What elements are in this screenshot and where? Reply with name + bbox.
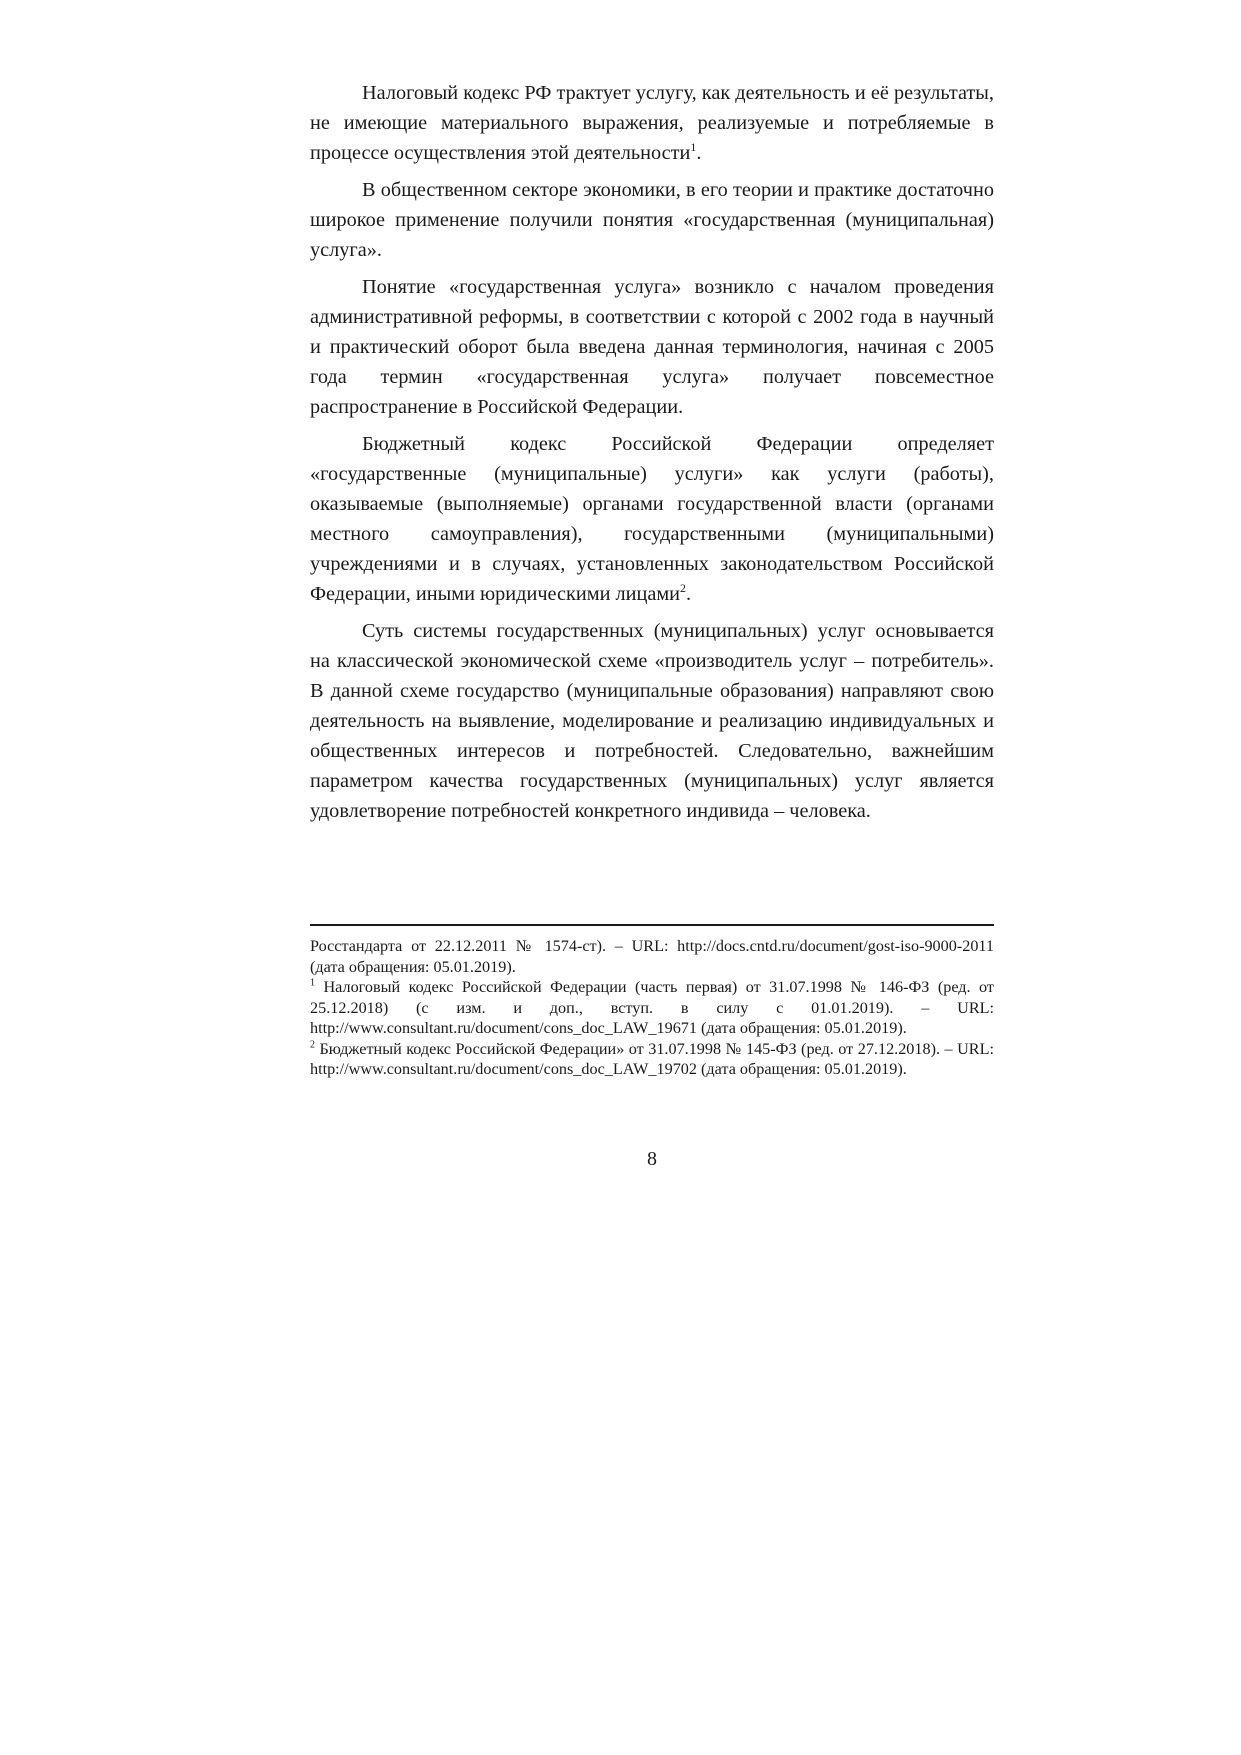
footnote: $^1$ Налоговый кодекс Российской Федерации (часть первая) от 31.07.1998 № 146-ФЗ (ред. от 25.12.2018) (с изм. и доп., вступ. в силу с 01.01.2019). – URL: http://www.consultant.ru/document/cons_doc_LAW_19671 (дата обращения: 05.01.2019).	[310, 977, 994, 1037]
footnote-mark: 2	[310, 1039, 315, 1051]
paragraph: В общественном секторе экономики, в его теории и практике достаточно широкое применение получили понятия «государственная (муниципальная) услуга».	[310, 179, 994, 261]
paragraph: Понятие «государственная услуга» возникло с началом проведения административной реформы, в соответствии с которой с 2002 года в научный и практический оборот была введена данная терминология, начиная с 2005 года термин «государственная услуга» получает повсеместное распространение в Российской Федерации.	[310, 276, 994, 418]
footnote-ref[interactable]: 1	[690, 140, 697, 155]
footnotes	[310, 936, 994, 1080]
paragraph: Суть системы государственных (муниципальных) услуг основывается на классической экономической схеме «производитель услуг – потребитель». В данной схеме государство (муниципальные образования) направляют свою деятельность на выявление, моделирование и реализацию индивидуальных и общественных интересов и потребностей. Следовательно, важнейшим параметром качества государственных (муниципальных) услуг является удовлетворение потребностей конкретного индивида – человека.	[310, 620, 994, 822]
footnote-ref[interactable]: 2	[680, 581, 687, 596]
footnote: $^2$ Бюджетный кодекс Российской Федерации» от 31.07.1998 № 145-ФЗ (ред. от 27.12.2018). – URL: http://www.consultant.ru/document/cons_doc_LAW_19702 (дата обращения: 05.01.2019).	[310, 1039, 994, 1078]
paragraph: Налоговый кодекс РФ трактует услугу, как деятельность и её результаты, не имеющие материального выражения, реализуемые и потребляемые в процессе осуществления этой деятельности$^1$.	[310, 82, 994, 164]
page-number: 8	[647, 1148, 657, 1170]
main-text	[310, 78, 994, 826]
paragraph: Бюджетный кодекс Российской Федерации определяет «государственные (муниципальные) услуги» как услуги (работы), оказываемые (выполняемые) органами государственной власти (органами местного самоуправления), государственными (муниципальными) учреждениями и в случаях, установленных законодательством Российской Федерации, иными юридическими лицами$^2$.	[310, 433, 994, 605]
footnote-continuation: Росстандарта от 22.12.2011 № 1574-ст). – URL: http://docs.cntd.ru/document/gost-iso-9000-2011 (дата обращения: 05.01.2019).	[310, 937, 994, 976]
footnote-separator	[310, 924, 994, 926]
footnote-mark: 1	[310, 977, 315, 989]
